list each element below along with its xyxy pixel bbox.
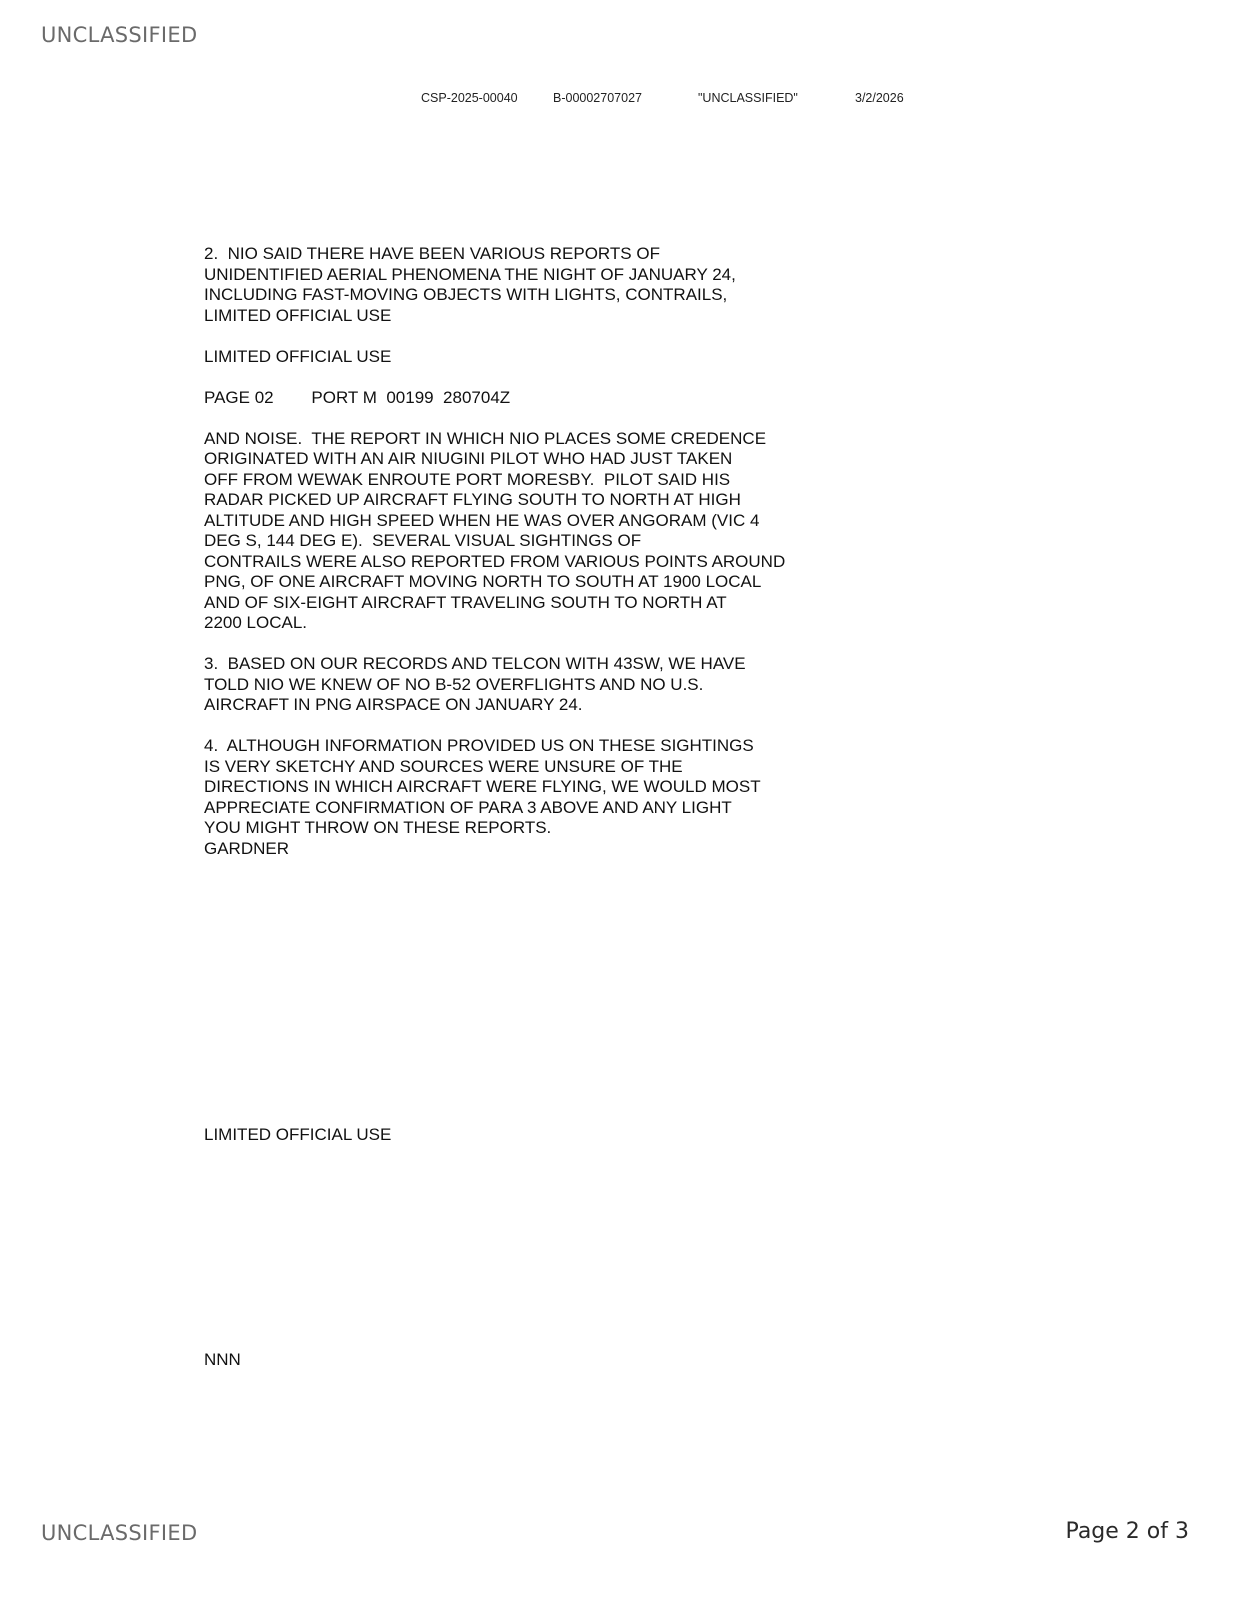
text-line: 3. BASED ON OUR RECORDS AND TELCON WITH 43SW, WE HAVE [204, 654, 746, 673]
document-number: B-00002707027 [553, 91, 642, 105]
end-of-message-marker: NNN [204, 1350, 241, 1369]
page-number: Page 2 of 3 [1065, 1519, 1189, 1544]
text-line: PNG, OF ONE AIRCRAFT MOVING NORTH TO SOUTH AT 1900 LOCAL [204, 572, 762, 591]
release-date: 3/2/2026 [855, 91, 904, 105]
text-line: INCLUDING FAST-MOVING OBJECTS WITH LIGHTS, CONTRAILS, [204, 285, 728, 304]
classification-marking-top: UNCLASSIFIED [41, 23, 198, 47]
paragraph-2 [204, 244, 984, 326]
text-line: 4. ALTHOUGH INFORMATION PROVIDED US ON THESE SIGHTINGS [204, 736, 754, 755]
text-line: 2200 LOCAL. [204, 613, 308, 632]
paragraph-2-continued [204, 429, 984, 634]
text-line: DEG S, 144 DEG E). SEVERAL VISUAL SIGHTINGS OF [204, 531, 642, 550]
text-line: ALTITUDE AND HIGH SPEED WHEN HE WAS OVER ANGORAM (VIC 4 [204, 510, 760, 530]
paragraph-3 [204, 654, 984, 716]
text-line: LIMITED OFFICIAL USE [204, 305, 392, 325]
text-line: RADAR PICKED UP AIRCRAFT FLYING SOUTH TO NORTH AT HIGH [204, 490, 741, 509]
text-line: ORIGINATED WITH AN AIR NIUGINI PILOT WHO HAD JUST TAKEN [204, 449, 733, 468]
text-line: YOU MIGHT THROW ON THESE REPORTS. [204, 818, 552, 837]
case-number: CSP-2025-00040 [421, 91, 518, 105]
text-line: AND OF SIX-EIGHT AIRCRAFT TRAVELING SOUTH TO NORTH AT [204, 592, 727, 612]
text-line: TOLD NIO WE KNEW OF NO B-52 OVERFLIGHTS AND NO U.S. [204, 674, 704, 694]
text-line: AND NOISE. THE REPORT IN WHICH NIO PLACES SOME CREDENCE [204, 428, 767, 448]
text-line: IS VERY SKETCHY AND SOURCES WERE UNSURE OF THE [204, 756, 683, 776]
text-line: UNIDENTIFIED AERIAL PHENOMENA THE NIGHT OF JANUARY 24, [204, 264, 736, 284]
handling-caveat-footer: LIMITED OFFICIAL USE [204, 1125, 392, 1144]
paragraph-4 [204, 736, 984, 839]
signature: GARDNER [204, 838, 290, 858]
header-classification: "UNCLASSIFIED" [698, 91, 798, 105]
handling-caveat: LIMITED OFFICIAL USE [204, 346, 392, 366]
text-line: CONTRAILS WERE ALSO REPORTED FROM VARIOUS POINTS AROUND [204, 551, 786, 571]
text-line: OFF FROM WEWAK ENROUTE PORT MORESBY. PILOT SAID HIS [204, 469, 731, 489]
page-header-line: PAGE 02 PORT M 00199 280704Z [204, 387, 511, 407]
classification-marking-bottom: UNCLASSIFIED [41, 1521, 198, 1545]
text-line: APPRECIATE CONFIRMATION OF PARA 3 ABOVE AND ANY LIGHT [204, 797, 732, 817]
cable-body [204, 244, 984, 859]
document-header [0, 91, 1240, 109]
text-line: DIRECTIONS IN WHICH AIRCRAFT WERE FLYING, WE WOULD MOST [204, 777, 761, 796]
text-line: 2. NIO SAID THERE HAVE BEEN VARIOUS REPORTS OF [204, 244, 660, 263]
text-line: AIRCRAFT IN PNG AIRSPACE ON JANUARY 24. [204, 695, 583, 714]
